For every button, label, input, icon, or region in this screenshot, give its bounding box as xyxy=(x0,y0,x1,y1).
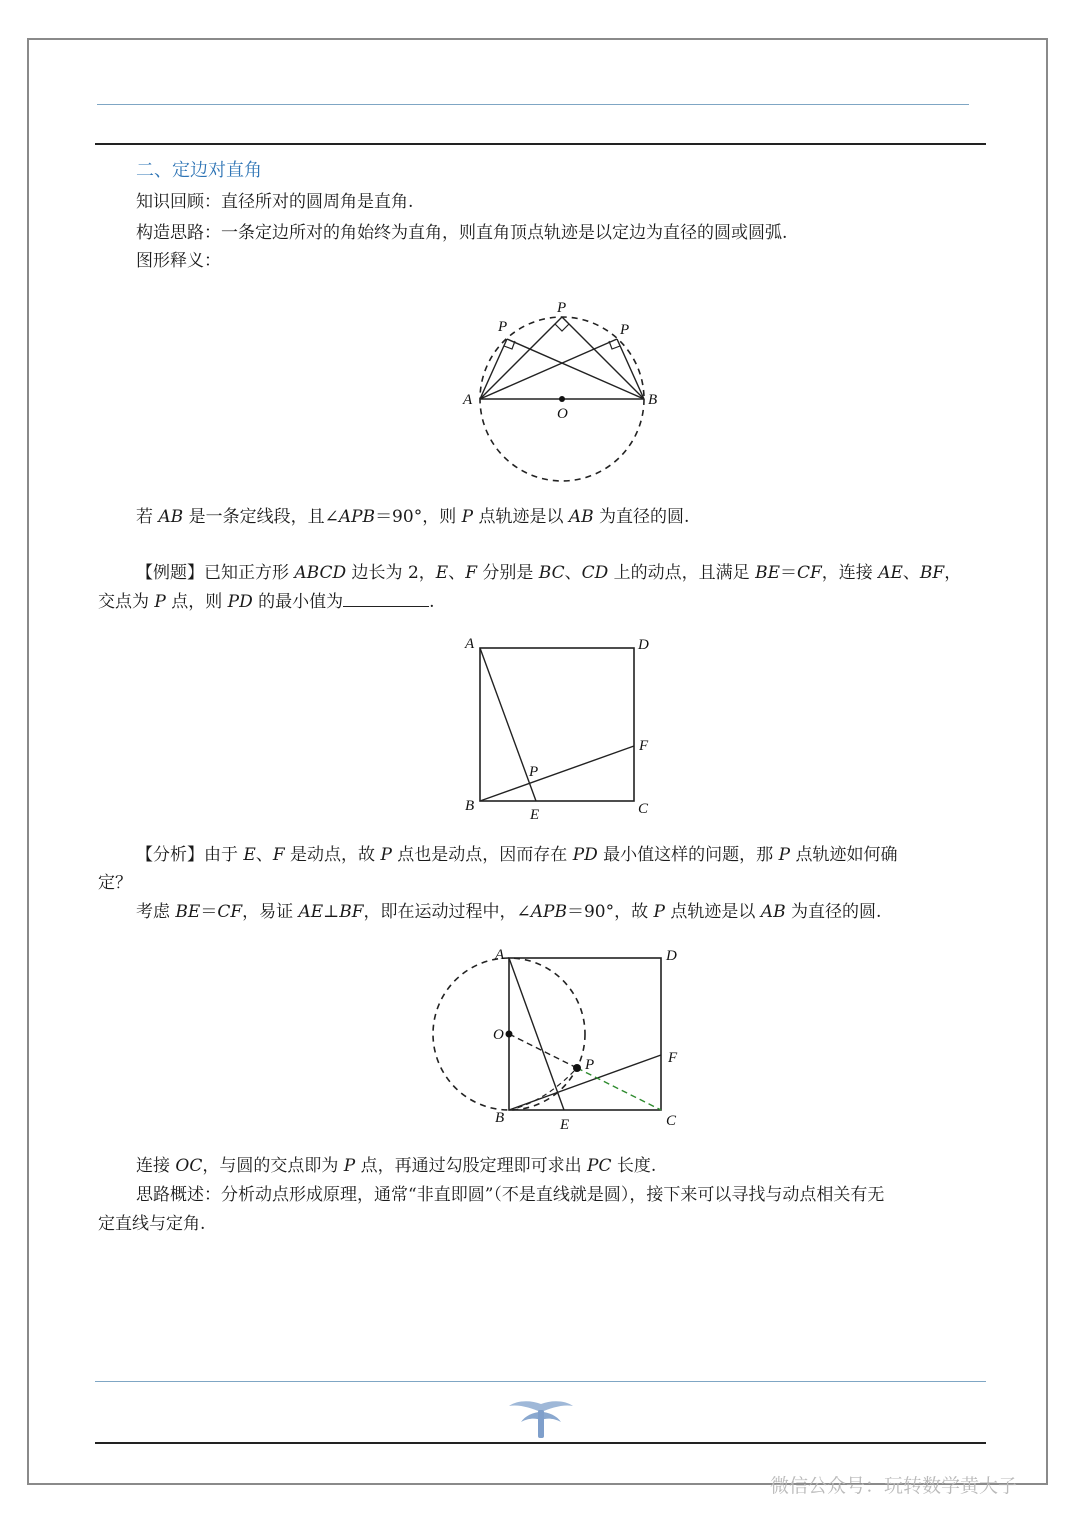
label-E: E xyxy=(530,807,540,823)
footer-rule-blue xyxy=(95,1381,986,1382)
label-A: A xyxy=(465,636,475,652)
example-line-1: 【例题】已知正方形 ABCD 边长为 2，E、F 分别是 BC、CD 上的动点，且满足 BE＝CF，连接 AE、BF， xyxy=(136,563,962,583)
label-O: O xyxy=(557,406,568,422)
analysis-line-3: 考虑 BE＝CF，易证 AE⊥BF，即在运动过程中，∠APB＝90°，故 P 点轨迹是以 AB 为直径的圆. xyxy=(136,902,882,922)
analysis-line-2: 定？ xyxy=(98,873,132,893)
label-D: D xyxy=(638,637,649,653)
plant-logo-icon xyxy=(505,1396,577,1440)
label-F: F xyxy=(639,738,649,754)
connect-line-1: 连接 OC，与圆的交点即为 P 点，再通过勾股定理即可求出 PC 长度. xyxy=(136,1156,657,1176)
review-line: 知识回顾：直径所对的圆周角是直角. xyxy=(136,192,414,212)
label-D: D xyxy=(666,948,677,964)
summary-line-1: 思路概述：分析动点形成原理，通常“非直即圆”（不是直线就是圆），接下来可以寻找与动点相关有无 xyxy=(136,1185,885,1205)
header-rule-blue xyxy=(97,104,969,105)
example-line-2: 交点为 P 点，则 PD 的最小值为 . xyxy=(98,592,435,612)
figure-square xyxy=(460,632,660,824)
label-F: F xyxy=(668,1050,678,1066)
figure-caption: 图形释义： xyxy=(136,251,221,271)
watermark: 微信公众号：玩转数学黄大子 xyxy=(770,1475,1018,1497)
label-P-left: P xyxy=(498,319,508,335)
label-P: P xyxy=(529,764,539,780)
label-B: B xyxy=(465,798,475,814)
label-P-top: P xyxy=(557,300,567,316)
label-B: B xyxy=(648,392,658,408)
label-O: O xyxy=(493,1027,504,1043)
answer-blank xyxy=(343,590,429,607)
label-C: C xyxy=(666,1113,677,1129)
label-P-right: P xyxy=(620,322,630,338)
footer-rule xyxy=(95,1442,986,1444)
figure-square-circle xyxy=(425,942,695,1137)
label-P: P xyxy=(585,1057,595,1073)
label-E: E xyxy=(560,1117,570,1133)
label-B: B xyxy=(495,1110,505,1126)
figure-circle-diameter xyxy=(455,292,680,492)
summary-line-2: 定直线与定角. xyxy=(98,1214,206,1234)
label-A: A xyxy=(463,392,473,408)
header-rule xyxy=(95,143,986,145)
label-A: A xyxy=(495,947,505,963)
analysis-line-1: 【分析】由于 E、F 是动点，故 P 点也是动点，因而存在 PD 最小值这样的问题，那 P 点轨迹如何确 xyxy=(136,845,898,865)
construct-line: 构造思路：一条定边所对的角始终为直角，则直角顶点轨迹是以定边为直径的圆或圆弧. xyxy=(136,223,788,243)
section-heading: 二、定边对直角 xyxy=(136,160,262,181)
locus-conclusion: 若 AB 是一条定线段，且∠APB＝90°，则 P 点轨迹是以 AB 为直径的圆. xyxy=(136,507,690,527)
label-C: C xyxy=(638,801,649,817)
